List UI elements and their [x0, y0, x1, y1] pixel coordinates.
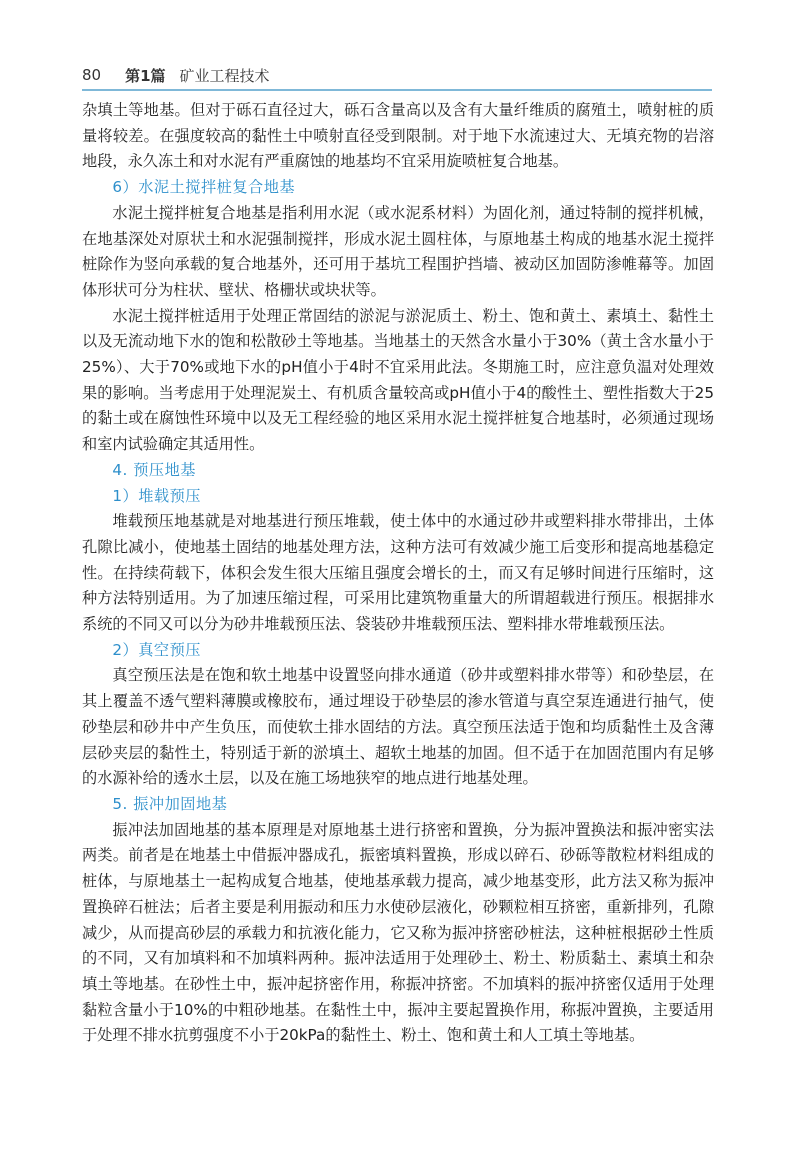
section-heading-preloading: 4. 预压地基 [112, 460, 196, 479]
subheading-cement-soil-mixing-pile: 6）水泥土搅拌桩复合地基 [112, 178, 296, 197]
running-header [82, 62, 712, 88]
subheading-vacuum-preloading: 2）真空预压 [112, 640, 201, 659]
paragraph: 真空预压法是在饱和软土地基中设置竖向排水通道（砂井或塑料排水带等）和砂垫层，在其上覆盖不透气塑料薄膜或橡胶布，通过埋设于砂垫层的渗水管道与真空泵连通进行抽气，使砂垫层和砂井中产生负压，而使软土排水固结的方法。真空预压法适于饱和均质黏性土及含薄层砂夹层的黏性土，特别适于新的淤填土、超软土地基的加固。但不适于在加固范围内有足够的水源补给的透水土层，以及在施工场地狭窄的地点进行地基处理。 [82, 666, 714, 788]
subheading-surcharge-preloading: 1）堆载预压 [112, 486, 201, 505]
page-number: 80 [82, 66, 102, 84]
section-heading-vibroflotation: 5. 振冲加固地基 [112, 794, 228, 813]
paragraph: 水泥土搅拌桩复合地基是指利用水泥（或水泥系材料）为固化剂，通过特制的搅拌机械，在地基深处对原状土和水泥强制搅拌，形成水泥土圆柱体，与原地基土构成的地基水泥土搅拌桩除作为竖向承载的复合地基外，还可用于基坑工程围护挡墙、被动区加固防渗帷幕等。加固体形状可分为柱状、壁状、格栅状或块状等。 [82, 203, 714, 299]
paragraph: 堆载预压地基就是对地基进行预压堆载，使土体中的水通过砂井或塑料排水带排出，土体孔隙比减小，使地基土固结的地基处理方法，这种方法可有效减少施工后变形和提高地基稳定性。在持续荷载下，体积会发生很大压缩且强度会增长的土，而又有足够时间进行压缩时，这种方法特别适用。为了加速压缩过程，可采用比建筑物重量大的所谓超载进行预压。根据排水系统的不同又可以分为砂井堆载预压法、袋装砂井堆载预压法、塑料排水带堆载预压法。 [82, 512, 714, 634]
chapter-label: 第1篇 [125, 66, 166, 85]
paragraph: 水泥土搅拌桩适用于处理正常固结的淤泥与淤泥质土、粉土、饱和黄土、素填土、黏性土以及无流动地下水的饱和松散砂土等地基。当地基土的天然含水量小于30%（黄土含水量小于25%）、大于70%或地下水的pH值小于4时不宜采用此法。冬期施工时，应注意负温对处理效果的影响。当考虑用于处理泥炭土、有机质含量较高或pH值小于4的酸性土、塑性指数大于25的黏土或在腐蚀性环境中以及无工程经验的地区采用水泥土搅拌桩复合地基时，必须通过现场和室内试验确定其适用性。 [82, 306, 714, 454]
paragraph-continued: 杂填土等地基。但对于砾石直径过大，砾石含量高以及含有大量纤维质的腐殖土，喷射桩的质量将较差。在强度较高的黏性土中喷射直径受到限制。对于地下水流速过大、无填充物的岩溶地段，永久冻土和对水泥有严重腐蚀的地基均不宜采用旋喷桩复合地基。 [82, 101, 714, 171]
book-title: 矿业工程技术 [179, 66, 270, 85]
page-body [82, 98, 714, 1049]
paragraph: 振冲法加固地基的基本原理是对原地基土进行挤密和置换，分为振冲置换法和振冲密实法两类。前者是在地基土中借振冲器成孔，振密填料置换，形成以碎石、砂砾等散粒材料组成的桩体，与原地基土一起构成复合地基，使地基承载力提高，减少地基变形，此方法又称为振冲置换碎石桩法；后者主要是利用振动和压力水使砂层液化，砂颗粒相互挤密，重新排列，孔隙减少，从而提高砂层的承载力和抗液化能力，它又称为振冲挤密砂桩法，这种桩根据砂土性质的不同，又有加填料和不加填料两种。振冲法适用于处理砂土、粉土、粉质黏土、素填土和杂填土等地基。在砂性土中，振冲起挤密作用，称振冲挤密。不加填料的振冲挤密仅适用于处理黏粒含量小于10%的中粗砂地基。在黏性土中，振冲主要起置换作用，称振冲置换，主要适用于处理不排水抗剪强度不小于20kPa的黏性土、粉土、饱和黄土和人工填土等地基。 [82, 820, 714, 1045]
header-rule [82, 89, 712, 91]
